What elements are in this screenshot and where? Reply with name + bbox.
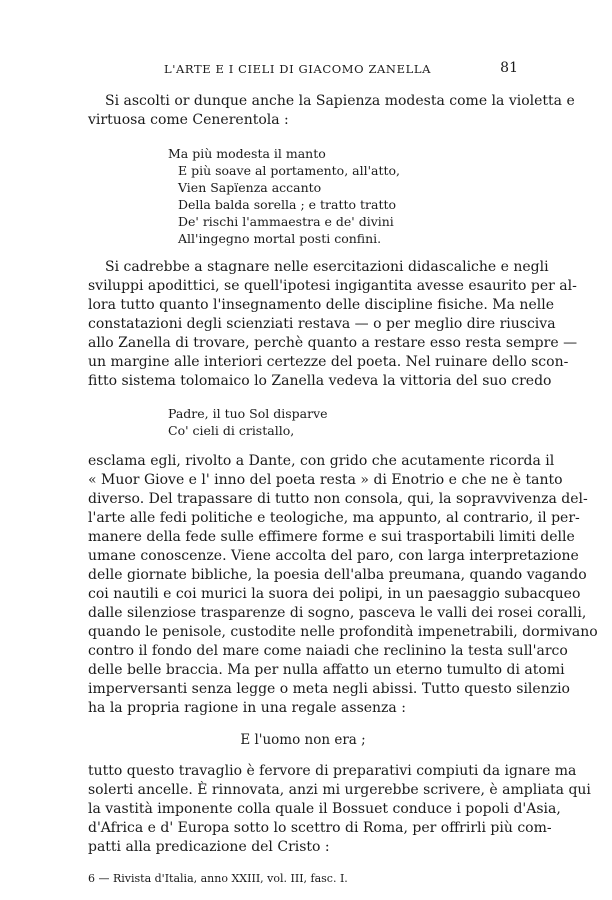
text-line: imperversanti senza legge o meta negli abissi. Tutto questo silenzio <box>88 681 570 697</box>
text-line: d'Africa e d' Europa sotto lo scettro di Roma, per offrirli più com- <box>88 820 552 836</box>
text-line: quando le penisole, custodite nelle profondità impenetrabili, dormivano <box>88 624 598 640</box>
text-line: la vastità imponente colla quale il Bossuet conduce i popoli d'Asia, <box>88 801 561 817</box>
text-line: diverso. Del trapassare di tutto non consola, qui, la sopravvivenza del- <box>88 491 588 507</box>
text-line: coi nautili e coi murici la suora dei polipi, in un paesaggio subacqueo <box>88 586 581 602</box>
text-line: solerti ancelle. È rinnovata, anzi mi urgerebbe scrivere, è ampliata qui <box>88 782 591 798</box>
verse-line: Della balda sorella ; e tratto tratto <box>178 197 397 212</box>
footer-signature: 6 — Rivista d'Italia, anno XXIII, vol. III, fasc. I. <box>88 872 348 885</box>
page-number: 81 <box>500 60 518 76</box>
verse-line: E più soave al portamento, all'atto, <box>178 163 401 178</box>
text-line: ha la propria ragione in una regale assenza : <box>88 700 406 716</box>
text-line: contro il fondo del mare come naiadi che reclinino la testa sull'arco <box>88 643 568 659</box>
text-line: dalle silenziose trasparenze di sogno, pasceva le valli dei rosei coralli, <box>88 605 587 621</box>
verse-line: E l'uomo non era ; <box>240 732 366 748</box>
verse-line: Vien Sapïenza accanto <box>178 180 322 195</box>
verse-line: Padre, il tuo Sol disparve <box>168 406 328 421</box>
text-line: delle giornate bibliche, la poesia dell'alba preumana, quando vagando <box>88 567 587 583</box>
text-line: umane conoscenze. Viene accolta del paro, con larga interpretazione <box>88 548 579 564</box>
running-header <box>88 61 518 79</box>
running-title: L'ARTE E I CIELI DI GIACOMO ZANELLA <box>164 62 431 76</box>
text-line: un margine alle interiori certezze del poeta. Nel ruinare dello scon- <box>88 354 569 370</box>
text-line: l'arte alle fedi politiche e teologiche, ma appunto, al contrario, il per- <box>88 510 580 526</box>
verse-line: All'ingegno mortal posti confini. <box>178 231 382 246</box>
verse-line: De' rischi l'ammaestra e de' divini <box>178 214 394 229</box>
text-line: « Muor Giove e l' inno del poeta resta » di Enotrio e che ne è tanto <box>88 472 563 488</box>
text-line: constatazioni degli scienziati restava — o per meglio dire riusciva <box>88 316 556 332</box>
text-line: fitto sistema tolomaico lo Zanella vedeva la vittoria del suo credo <box>88 373 552 389</box>
text-line: tutto questo travaglio è fervore di preparativi compiuti da ignare ma <box>88 763 577 779</box>
text-line: patti alla predicazione del Cristo : <box>88 839 330 855</box>
text-line: esclama egli, rivolto a Dante, con grido che acutamente ricorda il <box>88 453 555 469</box>
text-line: allo Zanella di trovare, perchè quanto a restare esso resta sempre — <box>88 335 578 351</box>
text-line: Si cadrebbe a stagnare nelle esercitazioni didascaliche e negli <box>105 259 549 275</box>
verse-line: Co' cieli di cristallo, <box>168 423 295 438</box>
text-line: lora tutto quanto l'insegnamento delle discipline fisiche. Ma nelle <box>88 297 554 313</box>
text-line: Si ascolti or dunque anche la Sapienza modesta come la violetta e <box>105 93 575 109</box>
text-line: manere della fede sulle effimere forme e sui trasportabili limiti delle <box>88 529 575 545</box>
text-line: virtuosa come Cenerentola : <box>88 112 289 128</box>
text-line: sviluppi apodittici, se quell'ipotesi ingigantita avesse esaurito per al- <box>88 278 577 294</box>
text-line: delle belle braccia. Ma per nulla affatto un eterno tumulto di atomi <box>88 662 565 678</box>
verse-line: Ma più modesta il manto <box>168 146 326 161</box>
